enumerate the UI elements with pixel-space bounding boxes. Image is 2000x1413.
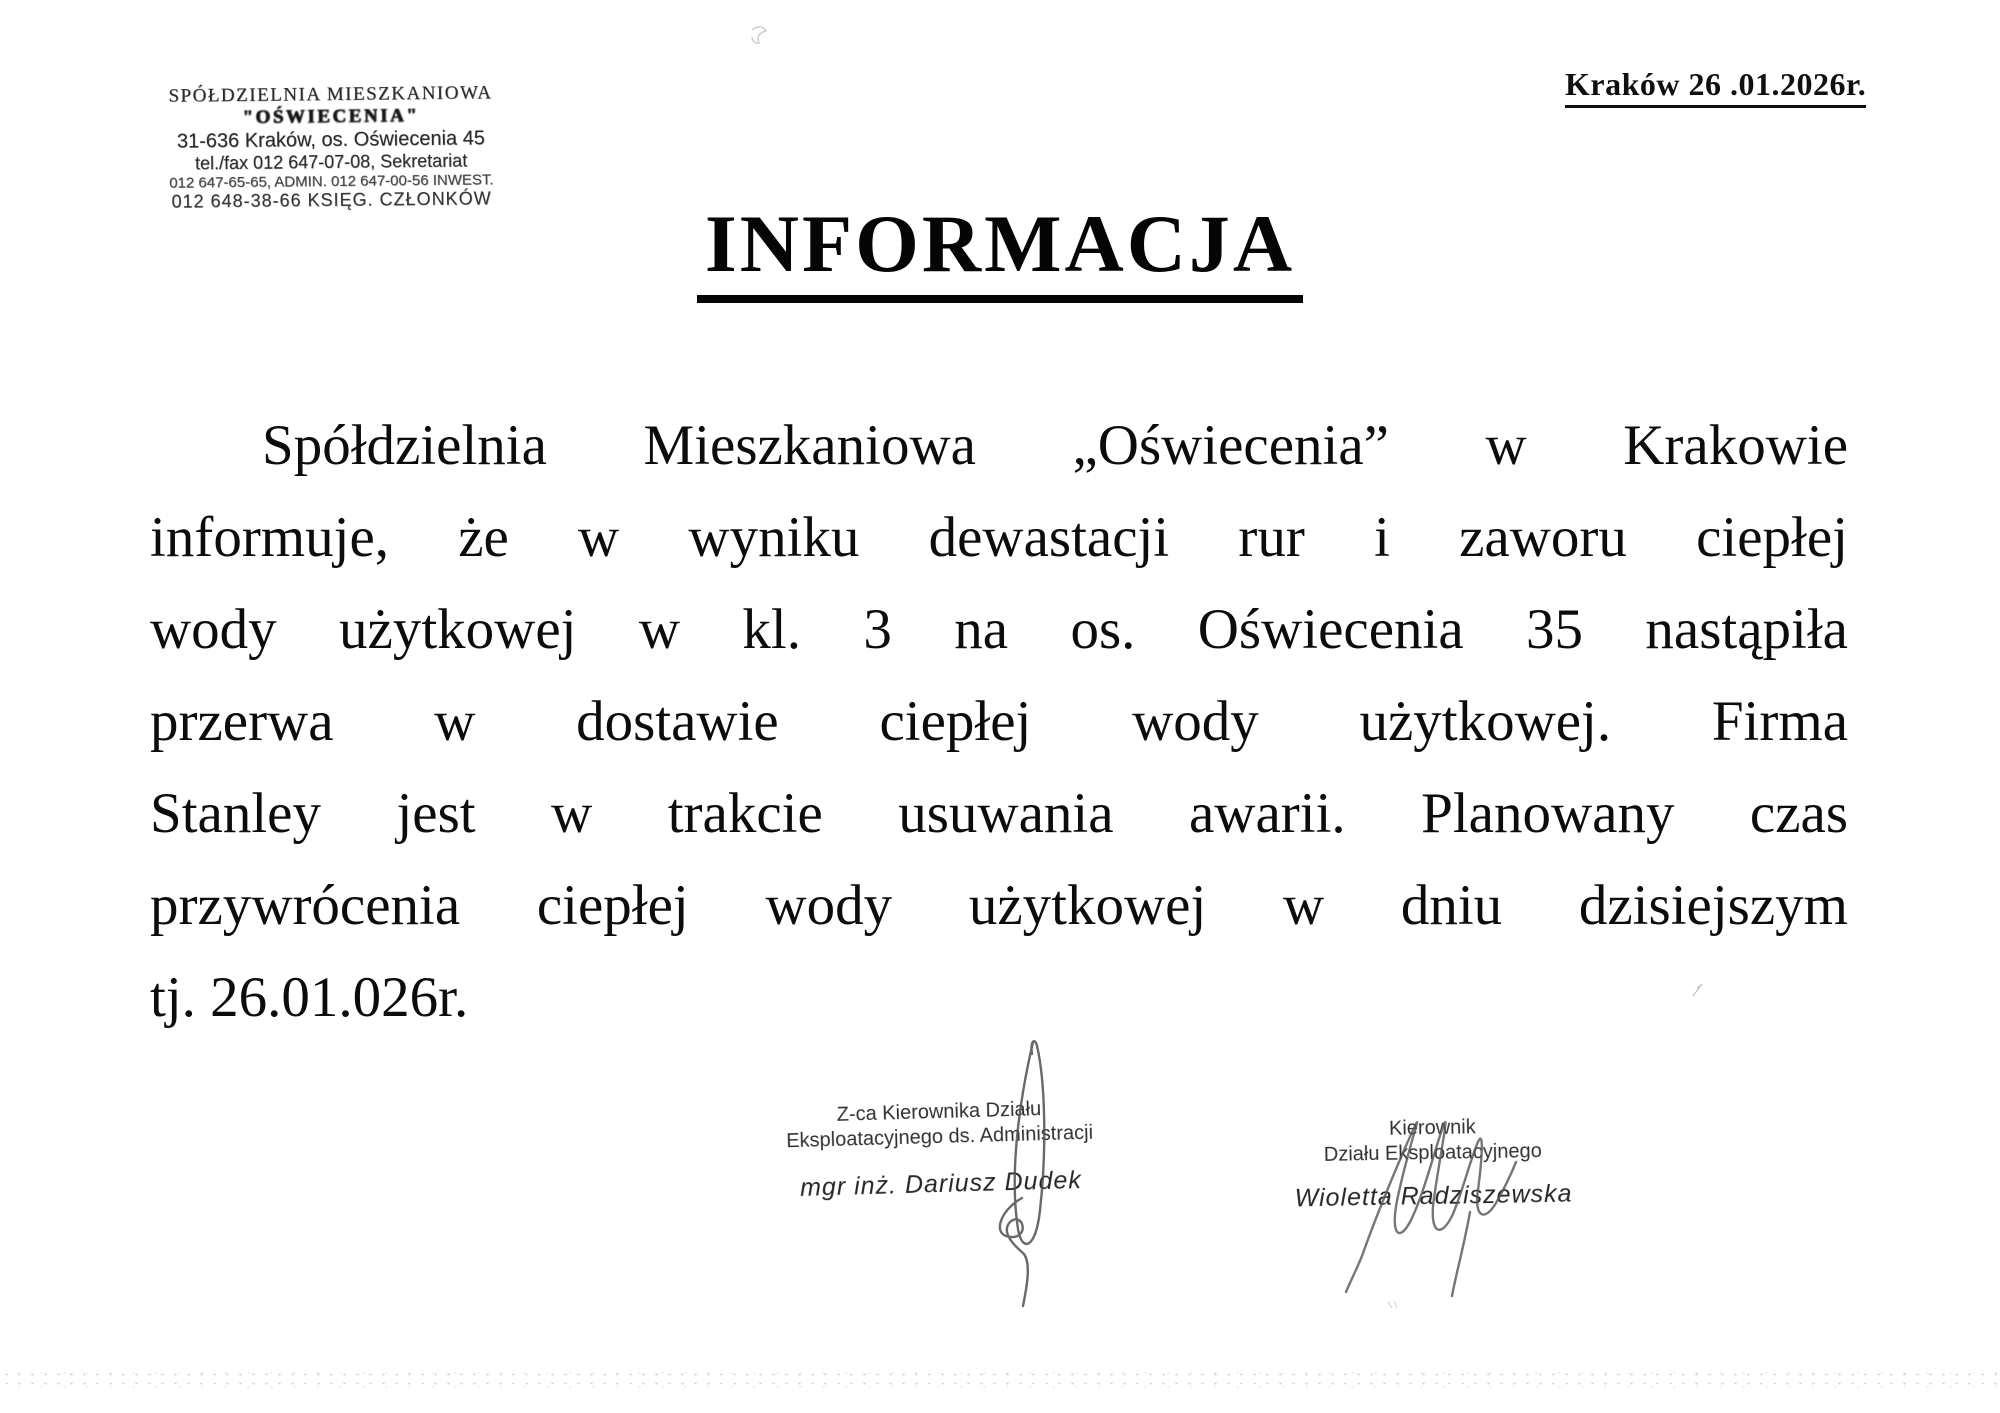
body-line: wody użytkowej w kl. 3 na os. Oświecenia 35 nastąpiła [150,598,1848,661]
stamp-line-phone-admin: 012 647-65-65, ADMIN. 012 647-00-56 INWEST. [169,171,494,192]
stamp-line-address: 31-636 Kraków, os. Oświecenia 45 [176,127,485,153]
letterhead-stamp [125,82,536,213]
stamp-line-phone-ksieg: 012 648-38-66 KSIĘG. CZŁONKÓW [171,188,492,212]
scan-noise-band-upper [30,1348,1970,1358]
scan-mark-bottom [1388,1301,1397,1308]
stamp-line-org-alias: "OŚWIECENIA" [242,105,420,128]
signatory-role-line: Z-ca Kierownika Działu [836,1098,1042,1126]
body-line: przerwa w dostawie ciepłej wody użytkowej. Firma [150,690,1848,753]
body-line: przywrócenia ciepłej wody użytkowej w dniu dzisiejszym [150,874,1848,937]
notice-body-paragraph [150,400,1848,1044]
dateline: Kraków 26 .01.2026r. [1565,66,1866,108]
signatory-role-line: Działu Eksploatacyjnego [1323,1140,1542,1166]
scan-noise-band [0,1366,2000,1388]
stamp-line-phone-fax: tel./fax 012 647-07-08, Sekretariat [194,150,468,174]
signature-block-right [1282,1113,1584,1213]
body-line: informuje, że w wyniku dewastacji rur i zaworu ciepłej [150,506,1848,569]
body-line: Spółdzielnia Mieszkaniowa „Oświecenia” w Krakowie [262,414,1848,477]
body-line: Stanley jest w trakcie usuwania awarii. Planowany czas [150,782,1848,845]
signature-block-left [774,1095,1107,1203]
signatory-name: Wioletta Radziszewska [1294,1179,1573,1213]
body-line: tj. 26.01.026r. [150,966,469,1029]
scan-smudge-top [752,27,766,43]
stamp-line-org-name: SPÓŁDZIELNIA MIESZKANIOWA [168,82,493,107]
signatory-name: mgr inż. Dariusz Dudek [799,1166,1083,1202]
signatory-role-line: Eksploatacyjnego ds. Administracji [785,1121,1094,1153]
notice-title: INFORMACJA [697,203,1303,303]
signatory-role-line: Kierownik [1388,1116,1476,1140]
